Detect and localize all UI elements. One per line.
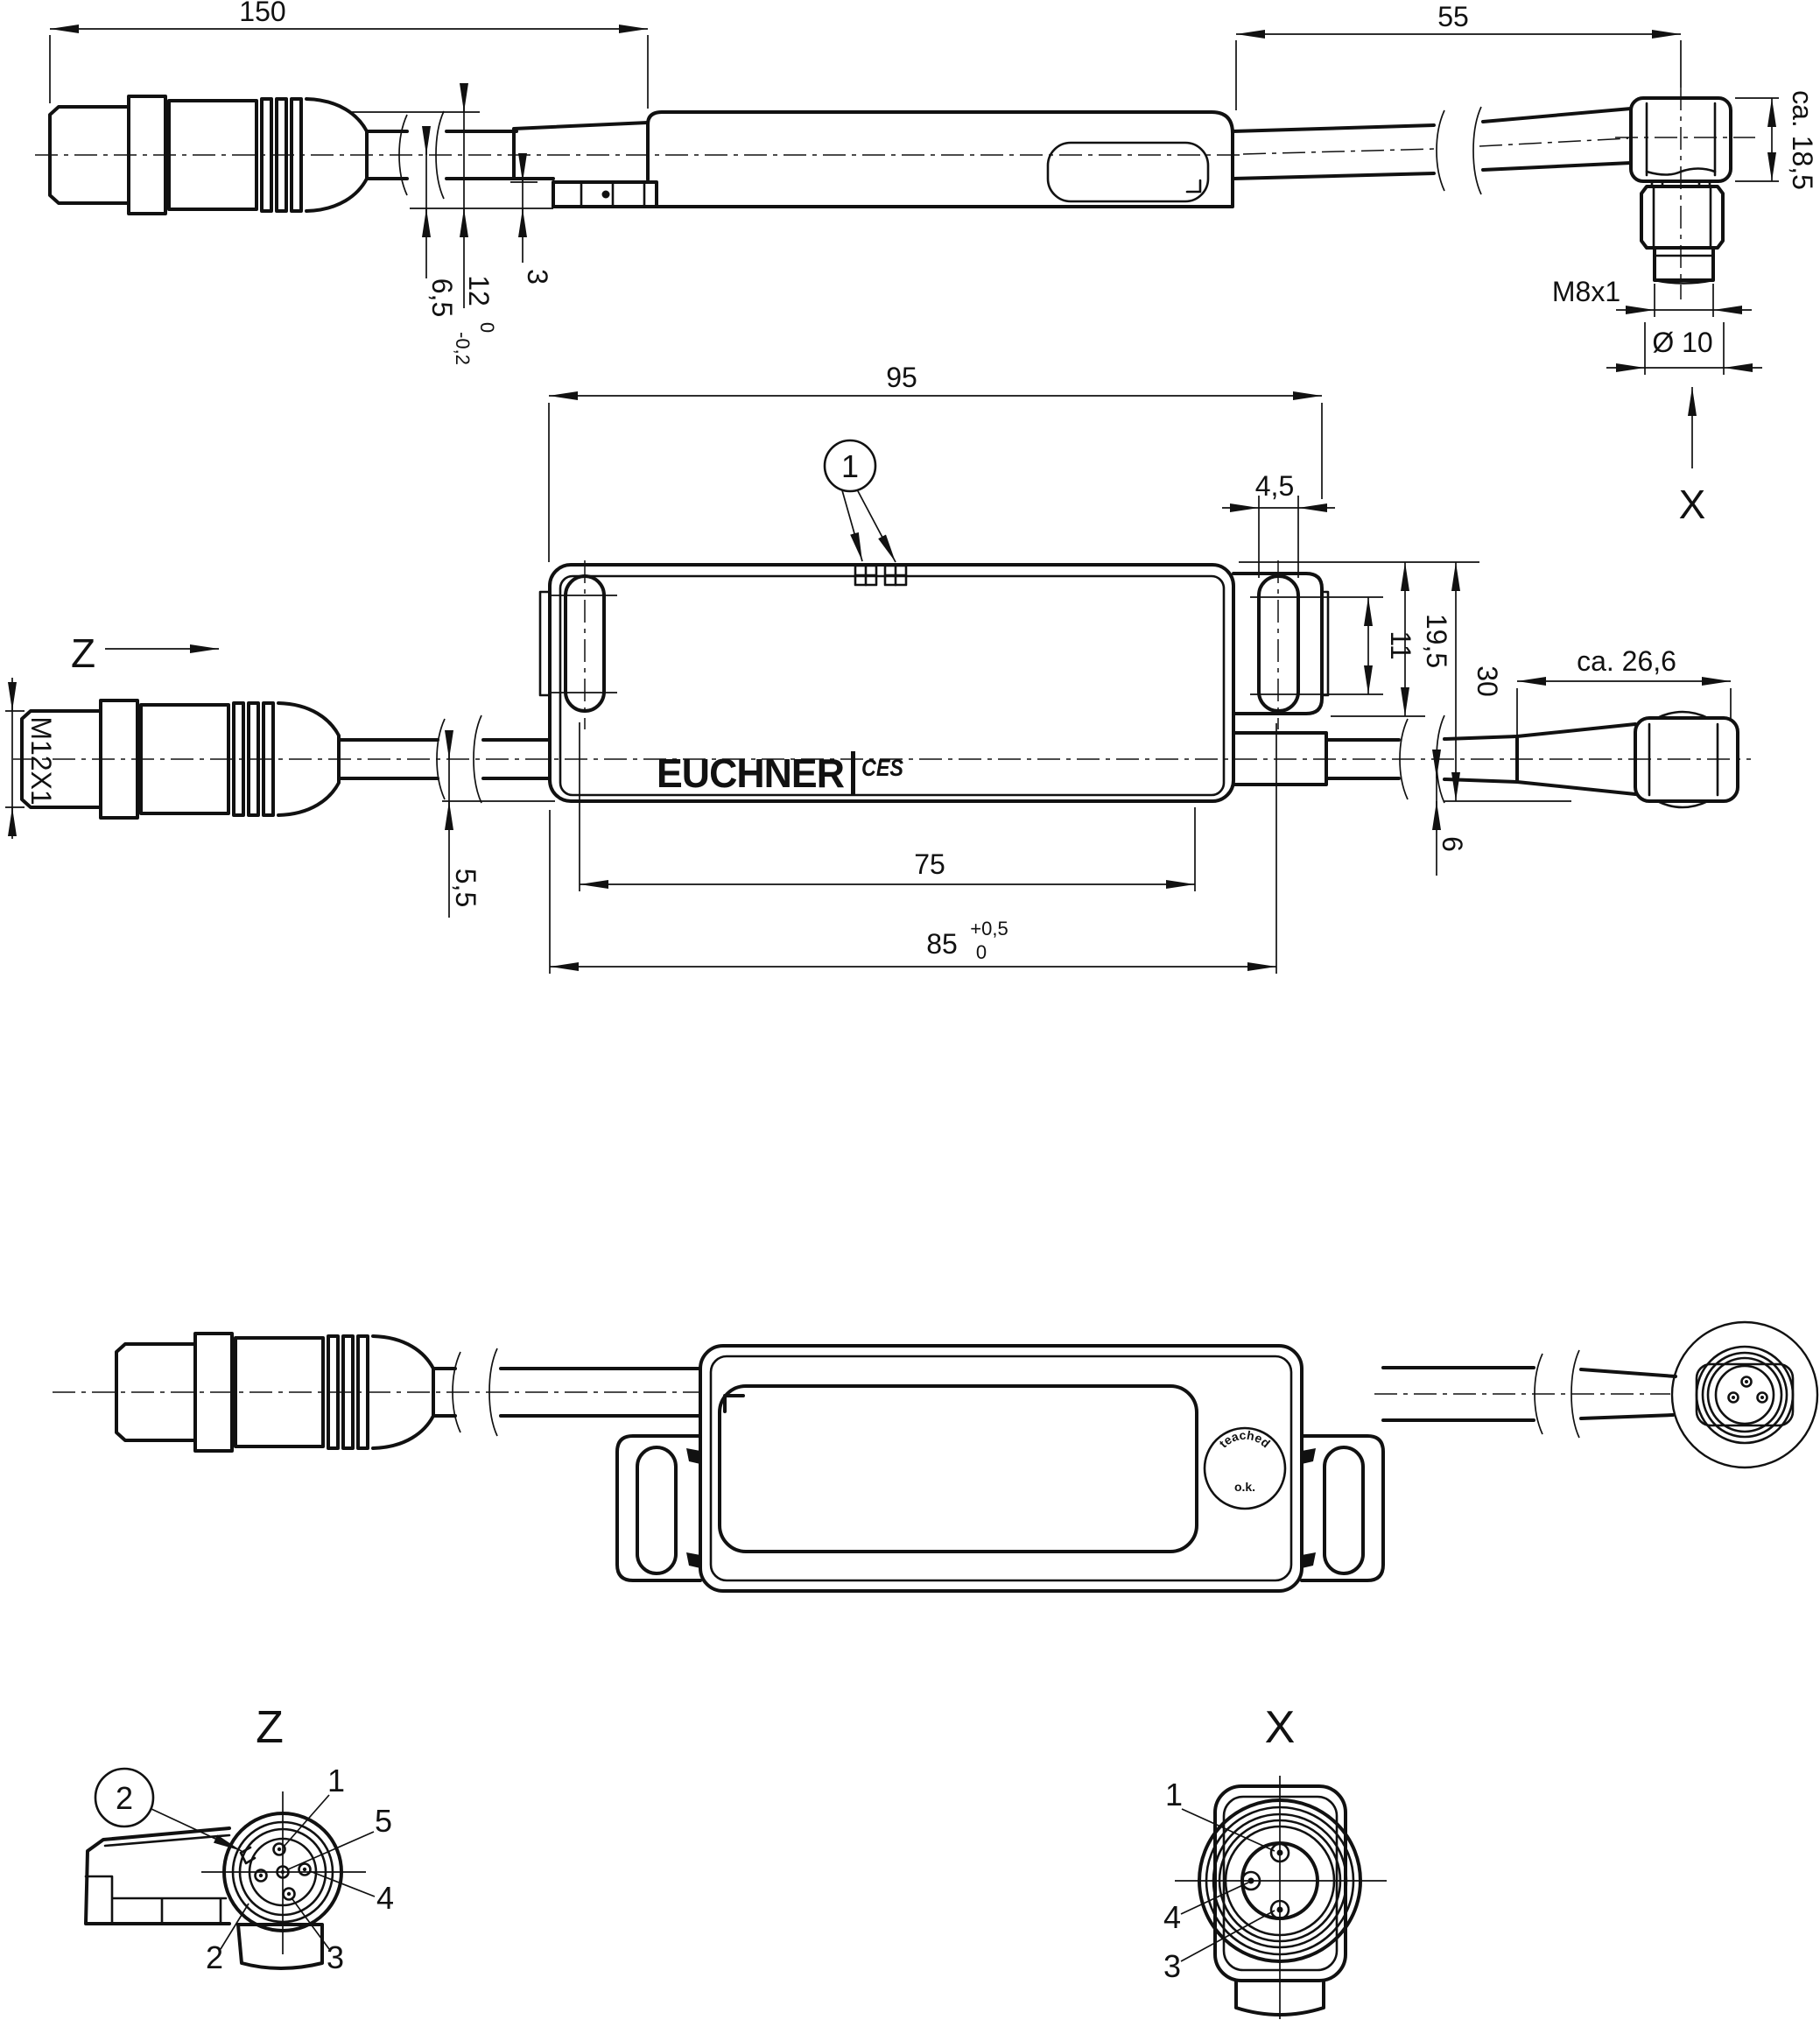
m8-angled-connector-side: [1615, 88, 1755, 299]
dim-95-label: 95: [886, 362, 917, 393]
front-view: [53, 1322, 1817, 1591]
dim-85-tol-upper: +0,5: [970, 918, 1008, 940]
clip-right-bottom: [1302, 1552, 1316, 1568]
dim-ca-18-5-label: ca. 18,5: [1787, 90, 1818, 190]
logo-divider: [851, 751, 855, 795]
detail-view-z: [86, 1702, 394, 1975]
dim-12: [348, 93, 498, 365]
sensor-body-front: [617, 1346, 1383, 1591]
dim-12-label: 12: [463, 275, 495, 306]
axis-z-label: Z: [70, 630, 96, 676]
axis-z-indicator: [71, 630, 219, 676]
cable-right-side: [1233, 107, 1631, 194]
label-recess-side: [1048, 143, 1208, 201]
detail-x-title: X: [1264, 1702, 1296, 1753]
dim-m12x1-label: M12X1: [25, 716, 57, 806]
dim-19-5-label: 19,5: [1421, 613, 1452, 669]
axis-x-indicator: [1679, 387, 1706, 527]
detail-z-title: Z: [256, 1702, 284, 1753]
dim-55: [1236, 1, 1681, 110]
sensor-body-top: [540, 560, 1328, 801]
dim-19-5: [1239, 562, 1479, 716]
dim-95: [549, 362, 1322, 562]
slot-right-front: [1325, 1447, 1363, 1573]
dim-ca-26-6-label: ca. 26,6: [1577, 645, 1676, 677]
svg-text:teached: [1216, 1428, 1273, 1451]
axis-x-label: X: [1678, 482, 1706, 527]
dim-3: [510, 165, 553, 285]
m12-connector-face-z: [201, 1791, 366, 1954]
dim-85-tol-lower: 0: [975, 941, 987, 963]
dim-12-tol-lower: -0,2: [452, 332, 474, 365]
dim-85-label: 85: [926, 928, 958, 960]
dim-150: [50, 0, 648, 109]
detail-circle: [1672, 1322, 1817, 1467]
dim-12-tol-upper: 0: [476, 321, 498, 334]
pin-4-label-z: 4: [376, 1880, 395, 1916]
fixing-dot: [602, 191, 610, 199]
dim-5-5-label: 5,5: [450, 868, 481, 908]
dim-4-5-label: 4,5: [1254, 470, 1295, 502]
pin-4-label-x: 4: [1163, 1899, 1182, 1935]
pin-2-label-z: 2: [205, 1939, 224, 1975]
led-label-teached: teached: [1216, 1427, 1274, 1451]
m8-connector-face-x: [1175, 1776, 1387, 2019]
sensor-body-side: [514, 112, 1233, 207]
dim-ca-26-6: [1517, 645, 1731, 735]
dim-m8x1: [1552, 276, 1752, 317]
m8-pins-front: [1729, 1377, 1767, 1403]
balloon-2-label: 2: [115, 1780, 134, 1816]
logo-euchner: EUCHNER: [657, 750, 845, 796]
dim-5-5: [442, 738, 555, 918]
pin-1-label-z: 1: [327, 1763, 346, 1798]
dim-6: [1437, 755, 1468, 876]
dim-3-label: 3: [522, 269, 553, 285]
clip-left-top: [686, 1448, 700, 1464]
led-window-front: [1205, 1428, 1285, 1509]
dim-150-label: 150: [239, 0, 286, 27]
top-view: [5, 362, 1751, 974]
m8-connector-face-front: [1672, 1322, 1817, 1467]
dim-6-5-label: 6,5: [426, 278, 458, 318]
balloon-1-leds: [825, 440, 896, 562]
label-corner-mark-front: [725, 1396, 743, 1411]
pin-3-label-z: 3: [326, 1939, 345, 1975]
label-corner-mark-side: [1187, 180, 1200, 192]
pin-3-label-x: 3: [1163, 1948, 1182, 1984]
brand-logo: [657, 750, 903, 796]
dim-m12x1: [5, 678, 57, 839]
dim-30-label: 30: [1472, 665, 1503, 697]
label-recess-front: [720, 1386, 1197, 1552]
pin-1-label-x: 1: [1164, 1777, 1184, 1812]
dim-m8x1-label: M8x1: [1551, 276, 1621, 307]
pin-5-label-z: 5: [374, 1803, 393, 1839]
clip-right-top: [1302, 1448, 1316, 1464]
dim-ca-18-5: [1735, 90, 1818, 190]
led-label-ok: o.k.: [1233, 1480, 1256, 1494]
slot-left-front: [637, 1447, 676, 1573]
dim-75-label: 75: [914, 848, 945, 880]
dim-diameter-10: [1606, 322, 1762, 375]
clip-left-bottom: [686, 1552, 700, 1568]
logo-ces: CES: [861, 755, 903, 781]
dim-11: [1250, 597, 1416, 694]
dim-diameter-10-label: Ø 10: [1652, 327, 1713, 358]
dim-6-label: 6: [1437, 836, 1468, 852]
dim-11-label: 11: [1385, 630, 1416, 660]
dim-55-label: 55: [1437, 1, 1469, 32]
balloon-1-label: 1: [840, 448, 860, 484]
dim-75: [580, 722, 1195, 891]
side-view: [35, 0, 1818, 527]
detail-view-x: [1163, 1702, 1387, 2019]
